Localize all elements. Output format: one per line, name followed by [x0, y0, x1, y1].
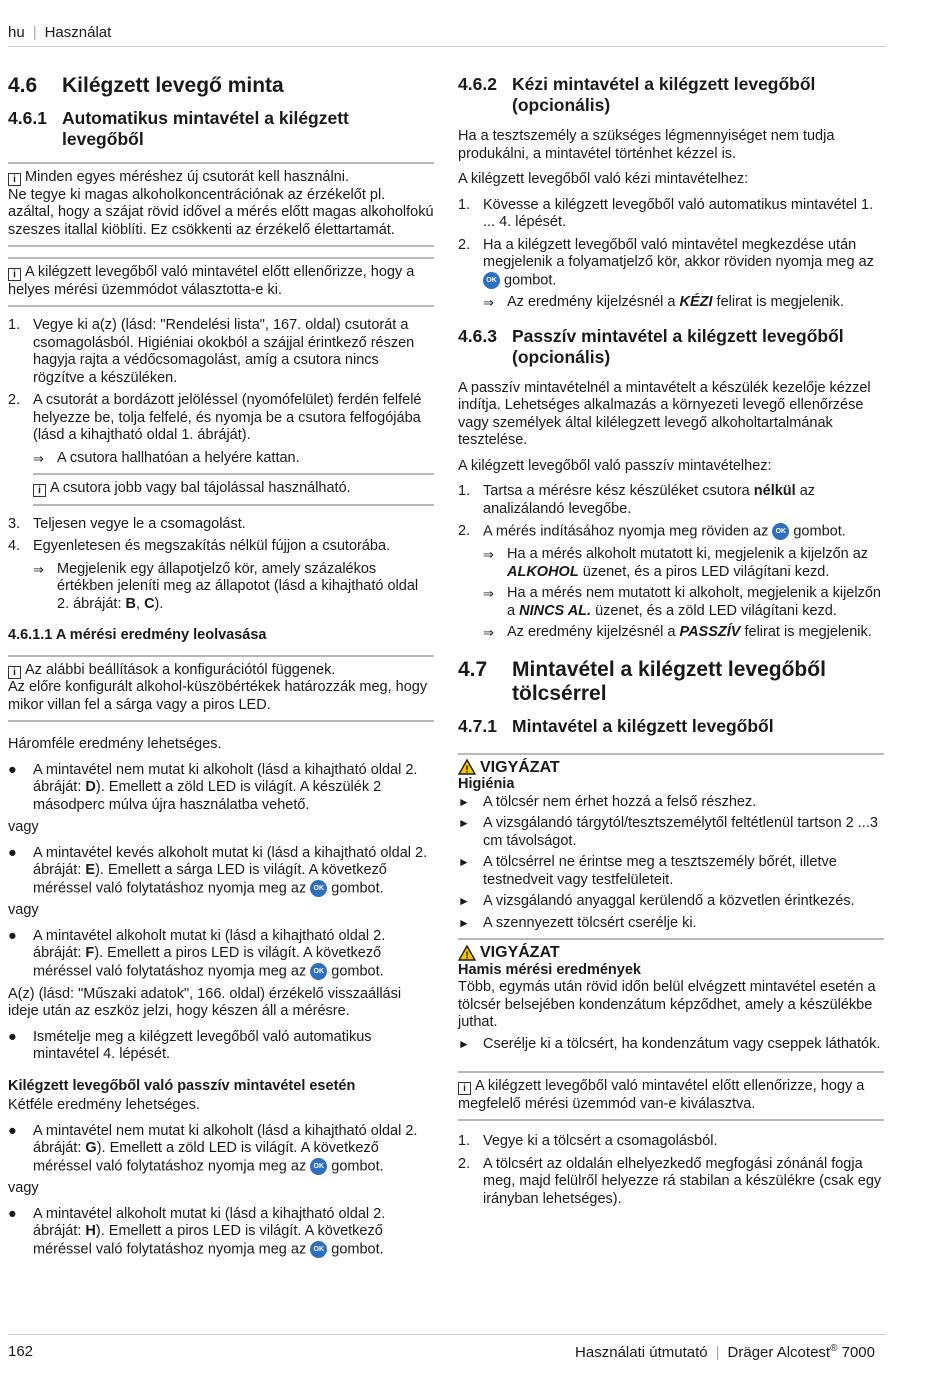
- paragraph: Kétféle eredmény lehetséges.: [8, 1097, 200, 1114]
- info-note: i A csutora jobb vagy bal tájolással használható.: [33, 473, 434, 506]
- ok-button-icon: OK: [310, 1158, 327, 1175]
- footer-divider: [8, 1334, 886, 1335]
- result-item: ⇒ Megjelenik egy állapotjelző kör, amely százalékos értékben jeleníti meg az állapotot (lásd a kihajtható oldal 2. ábráját: B, C).: [33, 560, 419, 612]
- ok-button-icon: OK: [310, 963, 327, 980]
- list-item: 2. A csutorát a bordázott jelöléssel (nyomófelület) ferdén felfelé helyezze be, tolja felfelé, és nyomja be a csutora felfogójába (lásd a kihajtható oldal 1. ábráját).: [8, 392, 422, 443]
- header-divider: [8, 46, 886, 47]
- bullet-item: ● A mintavétel kevés alkoholt mutat ki (lásd a kihajtható oldal 2. ábráját: E). Emellett a sárga LED is világít. A következő méréssel való folytatáshoz nyomja meg az OK gombot.: [8, 844, 428, 896]
- page-header: hu | Használat: [8, 24, 112, 41]
- bullet-item: ► A tölcsér nem érhet hozzá a felső részhez.: [458, 793, 757, 810]
- info-icon: i: [8, 666, 21, 679]
- paragraph: Háromféle eredmény lehetséges.: [8, 736, 222, 752]
- bullet-item: ● A mintavétel alkoholt mutat ki (lásd a kihajtható oldal 2. ábráját: H). Emellett a piros LED is világít. A következő méréssel való folytatáshoz nyomja meg az OK gombot.: [8, 1205, 386, 1258]
- arrow-icon: ⇒: [33, 561, 44, 577]
- ok-button-icon: OK: [483, 272, 500, 289]
- paragraph: A passzív mintavételnél a mintavételt a készülék kezelője kézzel indítja. Lehetséges alkalmazás a környezeti levegő ellenőrzése vagy személyek által kilélegzett levegő alkoholtartalmának tesztelése.: [458, 379, 871, 449]
- warning-icon: [458, 759, 476, 775]
- paragraph: Ha a tesztszemély a szükséges légmennyiséget nem tudja produkálni, a mintavétel történhet kézzel is.: [458, 128, 835, 162]
- list-item: 2. Ha a kilégzett levegőből való mintavétel megkezdése után megjelenik a folyamatjelző kör, akkor röviden nyomja meg az OK gombot.: [458, 236, 874, 288]
- bullet-item: ► A szennyezett tölcsért cserélje ki.: [458, 914, 697, 931]
- result-item: ⇒ Ha a mérés alkoholt mutatott ki, megjelenik a kijelzőn az ALKOHOL üzenet, és a piros LED világítani kezd.: [483, 546, 869, 580]
- bullet-item: ● A mintavétel nem mutat ki alkoholt (lásd a kihajtható oldal 2. ábráját: G). Emellett a zöld LED is világít. A következő méréssel való folytatáshoz nyomja meg az OK gombot.: [8, 1122, 418, 1174]
- info-note: i Minden egyes méréshez új csutorát kell használni. Ne tegye ki magas alkoholkoncentrációnak az érzékelőt pl. azáltal, hogy a szájat rövid idővel a mérés előtt magas alkoholfokú szeszes itallal kiöblíti. Ez csökkenti az érzékelő élettartamát.: [8, 162, 434, 247]
- page-footer: Használati útmutató | Dräger Alcotest® 7000: [575, 1343, 875, 1361]
- list-item: 1. Vegye ki a tölcsért a csomagolásból.: [458, 1133, 718, 1150]
- ok-button-icon: OK: [310, 880, 327, 897]
- or-text: vagy: [8, 819, 39, 835]
- page-number: 162: [8, 1343, 34, 1360]
- paragraph: A kilégzett levegőből való passzív mintavételhez:: [458, 457, 772, 474]
- result-item: ⇒ A csutora hallhatóan a helyére kattan.: [33, 449, 300, 466]
- svg-text:!: !: [465, 764, 469, 776]
- result-item: ⇒ Ha a mérés nem mutatott ki alkoholt, megjelenik a kijelzőn a NINCS AL. üzenet, és a zöld LED világítani kezd.: [483, 585, 881, 619]
- list-item: 1. Kövesse a kilégzett levegőből való automatikus mintavétel 1. ... 4. lépését.: [458, 196, 874, 230]
- info-note: i A kilégzett levegőből való mintavétel előtt ellenőrizze, hogy a megfelelő mérési üzemmód van-e kiválasztva.: [458, 1071, 884, 1121]
- result-item: ⇒ Az eredmény kijelzésnél a KÉZI felirat is megjelenik.: [483, 294, 844, 311]
- arrow-icon: ⇒: [483, 586, 494, 602]
- warning-icon: [458, 945, 476, 961]
- heading-4-6-1-1: 4.6.1.1 A mérési eredmény leolvasása: [8, 627, 267, 643]
- bullet-item: ► A vizsgálandó tárgytól/tesztszemélytől feltétlenül tartson 2 ...3 cm távolságot.: [458, 815, 878, 849]
- heading-4-7: 4.7 Mintavétel a kilégzett levegőből tölcsérrel: [458, 657, 826, 705]
- heading-4-6-1: 4.6.1 Automatikus mintavétel a kilégzett levegőből: [8, 108, 349, 149]
- heading-4-7-1: 4.7.1 Mintavétel a kilégzett levegőből: [458, 715, 774, 736]
- header-lang: hu: [8, 24, 25, 41]
- bullet-item: ► Cserélje ki a tölcsért, ha kondenzátum vagy cseppek láthatók.: [458, 1035, 881, 1052]
- list-item: 1. Vegye ki a(z) (lásd: "Rendelési lista", 167. oldal) csutorát a csomagolásból. Higiéniai okokból a szájjal érintkező részen hagyja rajta a védőcsomagolást, amíg a csutora nincs rögzítve a készüléken.: [8, 317, 415, 386]
- bullet-item: ● A mintavétel alkoholt mutat ki (lásd a kihajtható oldal 2. ábráját: F). Emellett a piros LED is világít. A következő méréssel való folytatáshoz nyomja meg az OK gombot.: [8, 927, 386, 980]
- warning-box: ! VIGYÁZAT Higiénia ► A tölcsér nem érhet hozzá a felső részhez. ► A vizsgálandó tárgytól/tesztszemélytől feltétlenül tartson 2 ...3 cm távolságot. ► A tölcsérrel ne érintse meg a tesztszemély bőrét, illetve testnedveit vagy testfelületeit. ► A vizsgálandó anyaggal kerülendő a közvetlen érintkezés. ► A szennyezett tölcsért cserélje ki.: [458, 753, 884, 933]
- bullet-item: ● A mintavétel nem mutat ki alkoholt (lásd a kihajtható oldal 2. ábráját: D). Emellett a zöld LED is világít. A készülék 2 másodperc múlva újra használatba vehető.: [8, 761, 418, 813]
- info-note: i Az alábbi beállítások a konfigurációtól függenek. Az előre konfigurált alkohol-küszöbértékek határozzák meg, hogy mikor villan fel a sárga vagy a piros LED.: [8, 655, 434, 723]
- info-note: i A kilégzett levegőből való mintavétel előtt ellenőrizze, hogy a helyes mérési üzemmódot választotta-e ki.: [8, 257, 434, 307]
- info-icon: i: [8, 268, 21, 281]
- bullet-item: ► A vizsgálandó anyaggal kerülendő a közvetlen érintkezés.: [458, 893, 855, 910]
- result-item: ⇒ Az eredmény kijelzésnél a PASSZÍV felirat is megjelenik.: [483, 624, 872, 641]
- svg-text:!: !: [465, 950, 469, 961]
- passive-heading: Kilégzett levegőből való passzív mintavétel esetén: [8, 1077, 356, 1094]
- list-item: 2. A tölcsért az oldalán elhelyezkedő megfogási zónánál fogja meg, majd felülről helyezze rá stabilan a készülékre (csak egy irányban lehetséges).: [458, 1155, 882, 1207]
- warning-box: ! VIGYÁZAT Hamis mérési eredmények Több, egymás után rövid időn belül elvégzett mintavétel esetén a tölcsér belsejében kondenzátum képződhet, amely a készülékbe juthat. ► Cserélje ki a tölcsért, ha kondenzátum vagy cseppek láthatók.: [458, 938, 884, 1053]
- heading-4-6-3: 4.6.3 Passzív mintavétel a kilégzett levegőből (opcionális): [458, 325, 844, 367]
- list-item: 1. Tartsa a mérésre kész készüléket csutora nélkül az analizálandó levegőbe.: [458, 483, 816, 517]
- info-icon: i: [8, 173, 21, 186]
- heading-4-6-2: 4.6.2 Kézi mintavétel a kilégzett levegőből (opcionális): [458, 74, 816, 115]
- arrow-icon: ⇒: [33, 450, 44, 466]
- bullet-item: ● Ismételje meg a kilégzett levegőből való automatikus mintavétel 4. lépését.: [8, 1028, 372, 1063]
- paragraph: A kilégzett levegőből való kézi mintavételhez:: [458, 171, 749, 187]
- list-item: 4. Egyenletesen és megszakítás nélkül fújjon a csutorába.: [8, 538, 391, 554]
- list-item: 2. A mérés indításához nyomja meg röviden az OK gombot.: [458, 523, 846, 540]
- ok-button-icon: OK: [310, 1241, 327, 1258]
- list-item: 3. Teljesen vegye le a csomagolást.: [8, 515, 246, 532]
- arrow-icon: ⇒: [483, 295, 494, 311]
- or-text: vagy: [8, 1180, 39, 1197]
- heading-4-6: 4.6 Kilégzett levegő minta: [8, 74, 284, 97]
- info-icon: i: [458, 1082, 471, 1095]
- ok-button-icon: OK: [772, 523, 789, 540]
- left-column: [8, 74, 434, 1264]
- info-icon: i: [33, 484, 46, 497]
- right-column: [458, 74, 884, 1213]
- or-text: vagy: [8, 902, 39, 919]
- arrow-icon: ⇒: [483, 547, 494, 563]
- bullet-item: ► A tölcsérrel ne érintse meg a tesztszemély bőrét, illetve testnedveit vagy testfelületeit.: [458, 854, 837, 888]
- arrow-icon: ⇒: [483, 625, 494, 641]
- header-section: Használat: [44, 24, 112, 41]
- paragraph: A(z) (lásd: "Műszaki adatok", 166. oldal) érzékelő visszaállási ideje után az eszköz jelzi, hogy készen áll a mérésre.: [8, 985, 402, 1020]
